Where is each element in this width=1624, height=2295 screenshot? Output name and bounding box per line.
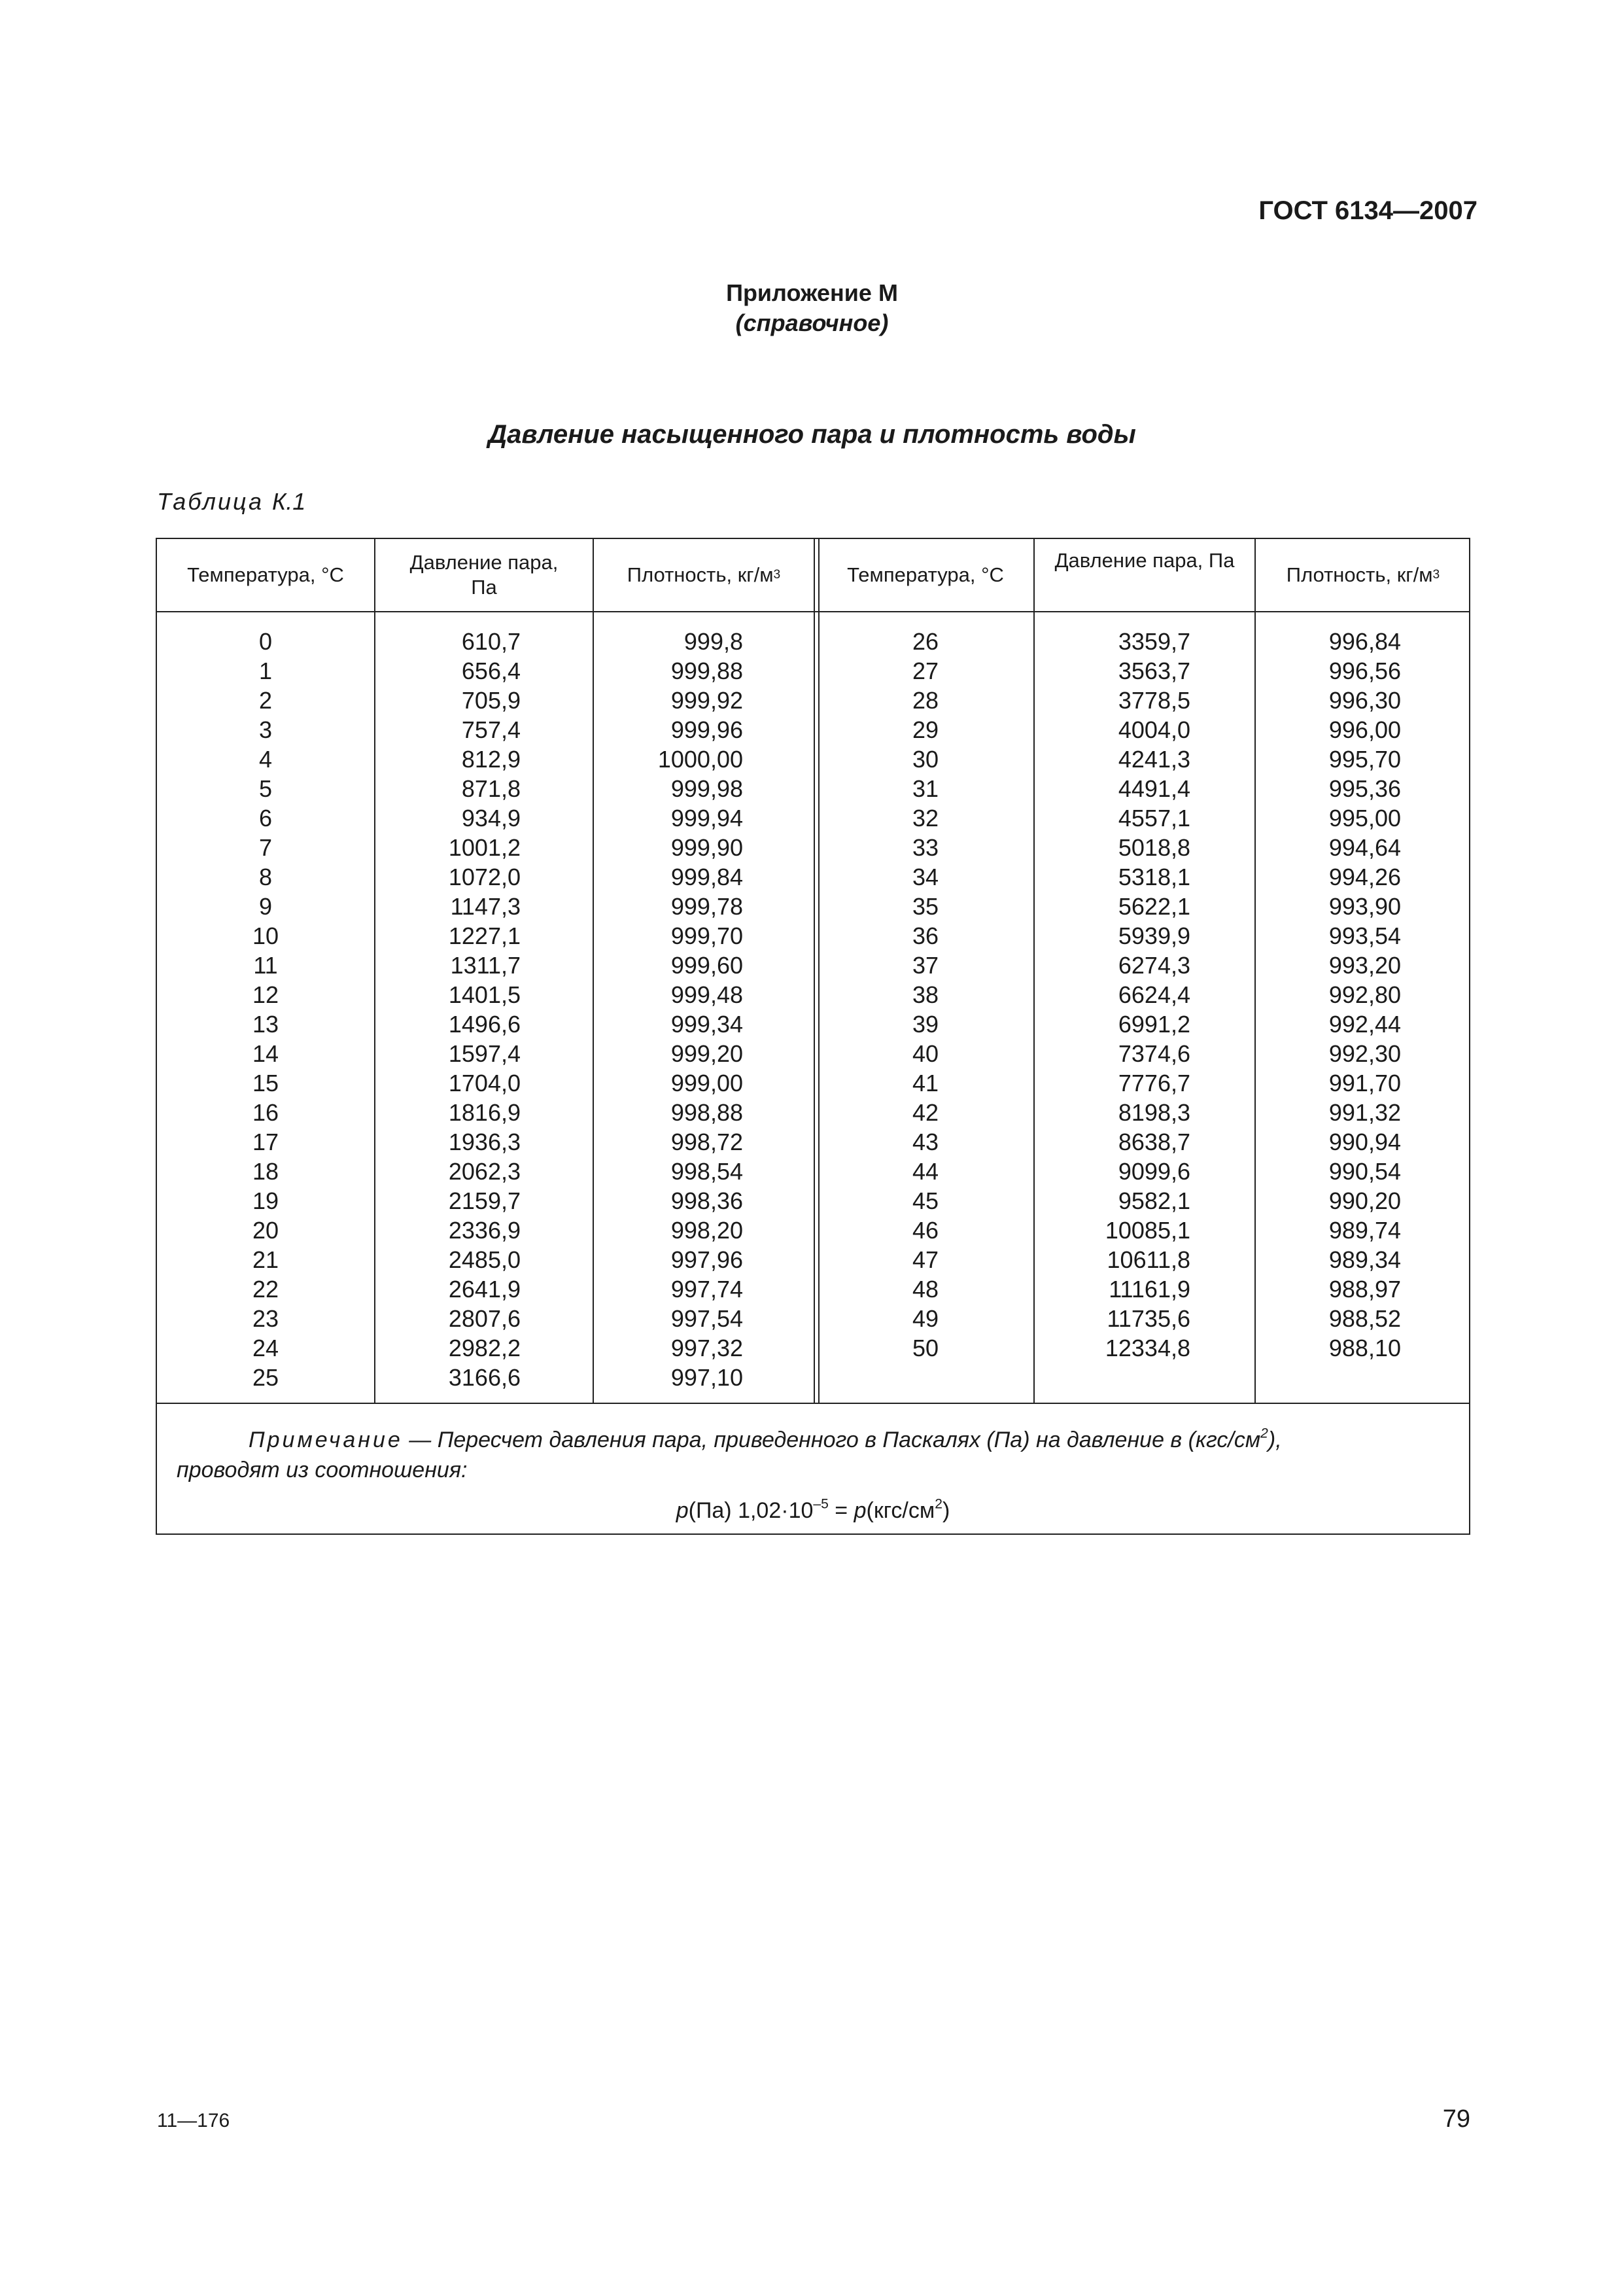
table-cell: 997,96 — [670, 1246, 743, 1273]
table-cell: 25 — [252, 1364, 279, 1391]
note-exponent: 2 — [1260, 1426, 1268, 1441]
table-cell: 996,00 — [1328, 716, 1401, 743]
note-line-2: проводят из соотношения: — [177, 1458, 468, 1482]
table-cell: 35 — [912, 893, 939, 920]
table-cell: 14 — [252, 1040, 279, 1067]
table-cell: 999,92 — [670, 687, 743, 714]
formula-p1: р — [676, 1498, 689, 1523]
table-cell: 20 — [252, 1217, 279, 1244]
header-pressure-right: Давление пара, Па — [1054, 549, 1235, 572]
table-cell: 1001,2 — [448, 834, 521, 861]
table-cell: 4557,1 — [1118, 805, 1190, 832]
table-cell: 997,32 — [670, 1335, 743, 1361]
table-cell: 998,72 — [670, 1129, 743, 1155]
header-pressure-left: Давление пара, Па — [409, 551, 559, 599]
table-cell: 998,36 — [670, 1187, 743, 1214]
table-cell: 29 — [912, 716, 939, 743]
table-cell: 5622,1 — [1118, 893, 1190, 920]
page-number: 79 — [1442, 2105, 1470, 2133]
table-cell: 5018,8 — [1118, 834, 1190, 861]
table-cell: 999,20 — [670, 1040, 743, 1067]
table-cell: 2641,9 — [448, 1276, 521, 1303]
table-cell: 988,97 — [1328, 1276, 1401, 1303]
formula-unit2: (кгс/см — [866, 1498, 935, 1523]
table-cell: 995,00 — [1328, 805, 1401, 832]
column-density-right — [1256, 627, 1401, 1363]
table-cell: 988,52 — [1328, 1305, 1401, 1332]
formula-close: ) — [942, 1498, 950, 1523]
table-cell: 999,70 — [670, 922, 743, 949]
header-divider — [157, 611, 1469, 612]
header-temp-left: Температура, °С — [187, 563, 344, 586]
table-cell: 44 — [912, 1158, 939, 1185]
table-cell: 998,88 — [670, 1099, 743, 1126]
table-cell: 1227,1 — [448, 922, 521, 949]
table-cell: 11 — [253, 952, 278, 979]
table-cell: 999,00 — [670, 1070, 743, 1096]
table-cell: 998,54 — [670, 1158, 743, 1185]
table-cell: 994,64 — [1328, 834, 1401, 861]
table-cell: 757,4 — [461, 716, 521, 743]
table-cell: 997,54 — [670, 1305, 743, 1332]
table-cell: 990,20 — [1328, 1187, 1401, 1214]
table-cell: 995,36 — [1328, 775, 1401, 802]
conversion-formula — [177, 1496, 1449, 1526]
table-cell: 30 — [912, 746, 939, 773]
table-cell: 2062,3 — [448, 1158, 521, 1185]
table-cell: 39 — [912, 1011, 939, 1038]
table-cell: 31 — [912, 775, 939, 802]
table-cell: 6624,4 — [1118, 981, 1190, 1008]
table-cell: 990,54 — [1328, 1158, 1401, 1185]
table-cell: 48 — [912, 1276, 939, 1303]
table-cell: 43 — [912, 1129, 939, 1155]
data-table — [156, 538, 1470, 1535]
table-cell: 17 — [252, 1129, 279, 1155]
table-cell: 2807,6 — [448, 1305, 521, 1332]
table-cell: 1147,3 — [450, 893, 521, 920]
appendix-title: Приложение М — [726, 279, 898, 306]
formula-p2: р — [854, 1498, 867, 1523]
table-cell: 3166,6 — [448, 1364, 521, 1391]
table-cell: 26 — [912, 628, 939, 655]
table-cell: 18 — [252, 1158, 279, 1185]
table-cell: 999,96 — [670, 716, 743, 743]
formula-exponent: –5 — [813, 1496, 829, 1512]
table-cell: 2982,2 — [448, 1335, 521, 1361]
section-title: Давление насыщенного пара и плотность воды — [488, 420, 1136, 449]
table-cell: 13 — [252, 1011, 279, 1038]
table-cell: 999,78 — [670, 893, 743, 920]
table-cell: 22 — [252, 1276, 279, 1303]
table-cell: 996,84 — [1328, 628, 1401, 655]
header-density-left: Плотность, кг/м 3 — [627, 563, 781, 586]
table-cell: 5939,9 — [1118, 922, 1190, 949]
column-temp-left — [157, 627, 374, 1392]
table-cell: 9 — [258, 893, 273, 920]
table-cell: 705,9 — [461, 687, 521, 714]
table-cell: 45 — [912, 1187, 939, 1214]
note-label: Примечание — [249, 1428, 403, 1452]
table-cell: 993,20 — [1328, 952, 1401, 979]
header-temp-right: Температура, °С — [847, 563, 1004, 586]
table-cell: 994,26 — [1328, 864, 1401, 890]
table-cell: 12 — [252, 981, 279, 1008]
table-cell: 996,56 — [1328, 657, 1401, 684]
table-cell: 6 — [258, 805, 273, 832]
table-cell: 1597,4 — [448, 1040, 521, 1067]
table-cell: 9582,1 — [1118, 1187, 1190, 1214]
table-cell: 6274,3 — [1118, 952, 1190, 979]
table-cell: 12334,8 — [1105, 1335, 1190, 1361]
table-cell: 1401,5 — [448, 981, 521, 1008]
table-cell: 610,7 — [461, 628, 521, 655]
table-cell: 50 — [912, 1335, 939, 1361]
column-pressure-right — [1035, 627, 1190, 1363]
table-cell: 6991,2 — [1118, 1011, 1190, 1038]
table-cell: 23 — [252, 1305, 279, 1332]
table-cell: 993,90 — [1328, 893, 1401, 920]
table-cell: 4491,4 — [1118, 775, 1190, 802]
table-cell: 999,90 — [670, 834, 743, 861]
table-label-word: Таблица — [157, 488, 264, 515]
table-cell: 997,10 — [670, 1364, 743, 1391]
table-cell: 2159,7 — [448, 1187, 521, 1214]
table-cell: 992,30 — [1328, 1040, 1401, 1067]
table-cell: 2485,0 — [448, 1246, 521, 1273]
table-cell: 3359,7 — [1118, 628, 1190, 655]
table-cell: 21 — [252, 1246, 279, 1273]
table-cell: 991,70 — [1328, 1070, 1401, 1096]
formula-unit1: (Па) 1,02·10 — [688, 1498, 814, 1523]
table-cell: 4004,0 — [1118, 716, 1190, 743]
table-cell: 1704,0 — [448, 1070, 521, 1096]
table-cell: 47 — [912, 1246, 939, 1273]
table-cell: 999,84 — [670, 864, 743, 890]
table-cell: 42 — [912, 1099, 939, 1126]
table-cell: 999,98 — [670, 775, 743, 802]
table-cell: 7374,6 — [1118, 1040, 1190, 1067]
table-cell: 15 — [252, 1070, 279, 1096]
table-cell: 989,74 — [1328, 1217, 1401, 1244]
standard-number: ГОСТ 6134—2007 — [1258, 196, 1477, 225]
column-density-left — [594, 627, 743, 1392]
table-cell: 8638,7 — [1118, 1129, 1190, 1155]
table-cell: 1311,7 — [450, 952, 521, 979]
table-cell: 1496,6 — [448, 1011, 521, 1038]
table-cell: 997,74 — [670, 1276, 743, 1303]
table-cell: 992,80 — [1328, 981, 1401, 1008]
table-cell: 38 — [912, 981, 939, 1008]
table-cell: 4241,3 — [1118, 746, 1190, 773]
table-cell: 3 — [258, 716, 273, 743]
table-cell: 1000,00 — [657, 746, 743, 773]
table-label-number: К.1 — [272, 488, 306, 515]
table-cell: 46 — [912, 1217, 939, 1244]
table-cell: 995,70 — [1328, 746, 1401, 773]
table-cell: 1936,3 — [448, 1129, 521, 1155]
note-text-end: ), — [1268, 1428, 1282, 1452]
table-cell: 1816,9 — [448, 1099, 521, 1126]
table-cell: 3563,7 — [1118, 657, 1190, 684]
table-cell: 993,54 — [1328, 922, 1401, 949]
table-cell: 8 — [258, 864, 273, 890]
column-temp-right — [818, 627, 1033, 1363]
table-cell: 991,32 — [1328, 1099, 1401, 1126]
table-cell: 812,9 — [461, 746, 521, 773]
table-cell: 37 — [912, 952, 939, 979]
density-label: Плотность, кг/м — [1286, 563, 1433, 586]
table-cell: 999,94 — [670, 805, 743, 832]
table-cell: 934,9 — [461, 805, 521, 832]
table-cell: 16 — [252, 1099, 279, 1126]
formula-eq: = — [828, 1498, 854, 1523]
table-cell: 4 — [258, 746, 273, 773]
note-text: — Пересчет давления пара, приведенного в Паскалях (Па) на давление в (кгс/см — [402, 1428, 1261, 1452]
table-cell: 28 — [912, 687, 939, 714]
header-density-right: Плотность, кг/м 3 — [1286, 563, 1440, 586]
appendix-subtitle: (справочное) — [735, 309, 889, 336]
density-label: Плотность, кг/м — [627, 563, 774, 586]
table-cell: 656,4 — [461, 657, 521, 684]
column-pressure-left — [375, 627, 521, 1392]
formula-exponent-2: 2 — [935, 1496, 942, 1512]
table-cell: 33 — [912, 834, 939, 861]
table-note — [157, 1404, 1469, 1526]
table-cell: 999,88 — [670, 657, 743, 684]
table-cell: 32 — [912, 805, 939, 832]
table-cell: 10085,1 — [1105, 1217, 1190, 1244]
table-cell: 1072,0 — [448, 864, 521, 890]
table-cell: 2336,9 — [448, 1217, 521, 1244]
table-cell: 999,34 — [670, 1011, 743, 1038]
table-cell: 49 — [912, 1305, 939, 1332]
table-cell: 36 — [912, 922, 939, 949]
table-cell: 11161,9 — [1109, 1276, 1190, 1303]
table-cell: 988,10 — [1328, 1335, 1401, 1361]
table-cell: 40 — [912, 1040, 939, 1067]
table-cell: 5 — [258, 775, 273, 802]
table-cell: 7 — [258, 834, 273, 861]
table-cell: 7776,7 — [1118, 1070, 1190, 1096]
table-cell: 24 — [252, 1335, 279, 1361]
table-cell: 10 — [252, 922, 279, 949]
table-cell: 1 — [258, 657, 273, 684]
footer-code: 11—176 — [157, 2110, 230, 2131]
appendix-heading — [0, 278, 1624, 338]
note-line-1 — [177, 1425, 1449, 1455]
table-cell: 992,44 — [1328, 1011, 1401, 1038]
table-cell: 19 — [252, 1187, 279, 1214]
table-cell: 998,20 — [670, 1217, 743, 1244]
table-cell: 999,8 — [683, 628, 743, 655]
table-cell: 2 — [258, 687, 273, 714]
table-cell: 999,48 — [670, 981, 743, 1008]
table-cell: 27 — [912, 657, 939, 684]
table-cell: 11735,6 — [1107, 1305, 1190, 1332]
table-cell: 3778,5 — [1118, 687, 1190, 714]
table-cell: 999,60 — [670, 952, 743, 979]
table-cell: 34 — [912, 864, 939, 890]
table-cell: 5318,1 — [1118, 864, 1190, 890]
table-cell: 10611,8 — [1107, 1246, 1190, 1273]
table-label — [157, 488, 305, 516]
table-cell: 0 — [258, 628, 273, 655]
table-cell: 871,8 — [461, 775, 521, 802]
table-cell: 996,30 — [1328, 687, 1401, 714]
table-cell: 8198,3 — [1118, 1099, 1190, 1126]
table-cell: 990,94 — [1328, 1129, 1401, 1155]
table-cell: 41 — [912, 1070, 939, 1096]
table-cell: 9099,6 — [1118, 1158, 1190, 1185]
table-cell: 989,34 — [1328, 1246, 1401, 1273]
